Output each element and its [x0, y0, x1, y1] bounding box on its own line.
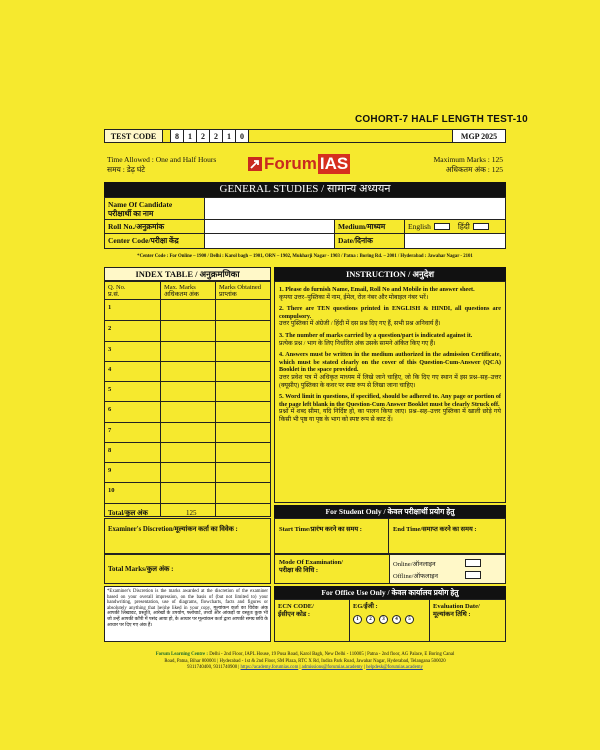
instruction-hi: उत्तर पुस्तिका में अंग्रेजी / हिंदी में दस प्रश्न दिए गए हैं, सभी प्रश्न अनिवार्य हैं।: [279, 320, 441, 328]
max-marks-header: Max. Marks: [164, 284, 196, 291]
center-code-label: Center Code/परीक्षा केंद्र: [105, 234, 205, 248]
discretion-note: *Examiner's Discretion is the marks awarded at the discretion of the examiner based on your overall impression, on the basis of (but not limited to) your handwriting, presentation, use of diagrams, flowcharts, facts and figures or absolutely anything that he/she liked in your copy. मूल्यांकन कर्ता का विवेक अंक आपकी लिखावट, प्रस्तुति, आरेखों के उपयोग, फ्लोचार्ट, तथ्यों और आंकड़ों या वस्तुतः कुछ भी जो उन्हें आपकी कॉपी में पसंद आया हो, के आधार पर मूल्यांकन कर्ता द्वारा आपकी समग्र छवि के आधार पर दिए गए अंक हैं।: [104, 586, 271, 642]
paper-title: GENERAL STUDIES / सामान्य अध्ययन: [104, 182, 506, 197]
time-allowed-hindi: समय : डेढ़ घंटे: [107, 165, 146, 174]
instruction-en: 4. Answers must be written in the medium authorized in the admission Certificate, which must be stated clearly on the cover of this Question-Cum-Answer (QCA) Booklet in the space provided.: [279, 351, 501, 374]
mode-label-hindi: परीक्षा की विधि :: [279, 567, 319, 574]
online-label: Online/ऑनलाइन: [393, 561, 436, 568]
arrow-logo-icon: [248, 157, 262, 171]
instruction-hi: उत्तर प्रवेश पत्र में अधिकृत माध्यम में लिखे जाने चाहिए, जो कि दिए गए स्थान में इस प्रश्न–सह–उत्तर (क्यूसीए) पुस्तिका के कवर पर स्पष्ट रूप से लिखा जाना चाहिए।: [279, 373, 501, 389]
candidate-name-label-hindi: परीक्षार्थी का नाम: [108, 208, 154, 218]
marks-obtained-header-hindi: प्राप्तांक: [219, 291, 237, 298]
eg-option[interactable]: 4: [392, 615, 401, 624]
index-table-title: INDEX TABLE / अनुक्रमणिका: [104, 267, 271, 281]
eg-option[interactable]: 3: [379, 615, 388, 624]
footer: Forum Learning Centre : Delhi - 2nd Floor, IAPL House, 19 Pusa Road, Karol Bagh, New Delhi - 110005 | Patna - 2nd floor, AG Palace, E Boring Canal Road, Patna, Bihar 800001 | Hyderabad - 1st & 2nd Floor, SM Plaza, RTC X Rd, Indira Park Road, Jawahar Nagar, Hyderabad, Telangana 500020 9311740400, 9311740900 | https://academy.forumias.com | admissions@forumias.academy | helpdesk@forumias.academy: [104, 652, 506, 672]
question-row: 6: [108, 406, 112, 413]
examiner-discretion: Examiner's Discretion/मूल्यांकन कर्ता का विवेक :: [104, 518, 271, 554]
start-time-field[interactable]: Start Time/प्रारंभ करने का समय :: [275, 519, 389, 553]
instructions: [274, 281, 506, 503]
student-only-banner: For Student Only / केवल परीक्षार्थी प्रयोग हेतु: [274, 505, 506, 518]
logo-forum: Forum: [264, 154, 317, 173]
ecn-code-label-hindi: ईसीएन कोड :: [278, 610, 311, 618]
time-fields: [274, 518, 506, 554]
question-row: 10: [108, 487, 115, 494]
instruction-en: 2. There are TEN questions printed in ENGLISH & HINDI, all questions are compulsory.: [279, 305, 501, 320]
exam-mode: [274, 554, 506, 584]
eg-option[interactable]: 1: [353, 615, 362, 624]
candidate-name-label: Name Of Candidate: [108, 199, 173, 209]
helpdesk-email-link[interactable]: helpdesk@forumias.academy: [366, 665, 423, 670]
question-row: 2: [108, 325, 112, 332]
academy-link[interactable]: https://academy.forumias.com: [240, 665, 299, 670]
offline-label: Offline/ऑफलाइन: [393, 573, 439, 580]
forumias-logo: [248, 154, 350, 174]
english-checkbox[interactable]: [434, 223, 450, 230]
english-label: English: [408, 222, 431, 231]
roll-no-field[interactable]: [205, 220, 335, 233]
admissions-email-link[interactable]: admissions@forumias.academy: [301, 665, 363, 670]
test-code-digit: 0: [236, 130, 249, 142]
eg-label: EG/ईजी :: [353, 603, 378, 610]
evaluation-date-label: Evaluation Date/: [433, 603, 480, 610]
ecn-code-label: ECN CODE/: [278, 603, 314, 610]
office-only-banner: For Office Use Only / केवल कार्यालय प्रयोग हेतु: [274, 586, 506, 599]
instruction-en: 5. Word limit in questions, if specified, should be adhered to. Any page or portion of the page left blank in the Question-Cum Answer Booklet must be clearly Struck off.: [279, 393, 501, 408]
hindi-label: हिंदी: [457, 221, 470, 231]
total-marks: Total Marks/कुल अंक :: [104, 554, 271, 584]
test-code-digit: 2: [197, 130, 210, 142]
paper-header: [104, 152, 506, 182]
instruction-hi: प्रत्येक प्रश्न / भाग के लिए निर्धारित अंक उसके सामने अंकित किए गए हैं।: [279, 339, 436, 347]
max-marks-header-hindi: अधिकतम अंक: [164, 291, 199, 298]
footer-phones: 9311740400, 9311740900 |: [187, 665, 240, 670]
logo-ias: IAS: [319, 154, 349, 173]
test-code-row: [104, 129, 506, 143]
question-row: 1: [108, 304, 112, 311]
question-row: 3: [108, 346, 112, 353]
test-code-label: TEST CODE: [105, 130, 163, 142]
instruction-en: 3. The number of marks carried by a question/part is indicated against it.: [279, 331, 473, 339]
instruction-en: 1. Please do furnish Name, Email, Roll No and Mobile in the answer sheet.: [279, 286, 475, 293]
marks-obtained-header: Marks Obtained: [219, 284, 262, 291]
qno-header: Q. No.: [108, 284, 126, 291]
qno-header-hindi: प्र.सं.: [108, 291, 120, 298]
instruction-title: INSTRUCTION / अनुदेश: [274, 267, 506, 281]
instruction-hi: प्रश्नों में शब्द सीमा, यदि निर्दिष्ट हो, का पालन किया जाए। प्रश्न–सह–उत्तर पुस्तिका में खाली छोड़े गये किसी भी पृष्ठ या पृष्ठ के भाग को स्पष्ट रूप से काट दें।: [279, 408, 501, 423]
center-codes-note: *Center Code : For Online – 1900 / Delhi : Karol bagh – 1901, ORN – 1902, Mukharji Nagar - 1903 / Patna : Boring Rd. – 2001 / Hyderabad : Jawahar Nagar - 2101: [137, 254, 473, 259]
medium-label: Medium/माध्यम: [335, 220, 405, 233]
evaluation-date-label-hindi: मूल्यांकन तिथि :: [433, 610, 471, 618]
date-label: Date/दिनांक: [335, 234, 405, 248]
eg-option[interactable]: 2: [366, 615, 375, 624]
centres-label: Forum Learning Centre :: [155, 652, 208, 657]
end-time-field[interactable]: End Time/समाप्त करने का समय :: [393, 526, 477, 533]
test-code-digit: 1: [184, 130, 197, 142]
question-row: 9: [108, 467, 112, 474]
test-code-digit: 2: [210, 130, 223, 142]
test-code-digit: 1: [223, 130, 236, 142]
total-label: Total/कुल अंक: [108, 509, 148, 517]
date-field[interactable]: [405, 234, 505, 248]
question-row: 7: [108, 427, 112, 434]
question-row: 5: [108, 386, 112, 393]
center-code-field[interactable]: [205, 234, 335, 248]
footer-address-2: Road, Patna, Bihar 800001 | Hyderabad - 1st & 2nd Floor, SM Plaza, RTC X Rd, Indira Park Road, Jawahar Nagar, Hyderabad, Telangana 500020: [164, 658, 446, 664]
office-fields: [274, 599, 506, 642]
test-title: COHORT-7 HALF LENGTH TEST-10: [355, 114, 528, 125]
hindi-checkbox[interactable]: [473, 223, 489, 230]
mode-label: Mode Of Examination/: [279, 559, 343, 566]
index-table: [104, 281, 271, 517]
time-allowed: Time Allowed : One and Half Hours: [107, 155, 217, 164]
offline-checkbox[interactable]: [465, 571, 481, 579]
total-value: 125: [186, 509, 197, 517]
test-code-digit: 8: [171, 130, 184, 142]
candidate-name-field[interactable]: [205, 198, 505, 219]
series-code: MGP 2025: [453, 130, 505, 142]
roll-no-label: Roll No./अनुक्रमांक: [105, 220, 205, 233]
max-marks: Maximum Marks : 125: [433, 155, 503, 164]
footer-address-1: Delhi - 2nd Floor, IAPL House, 19 Pusa Road, Karol Bagh, New Delhi - 110005 | Patna - 2nd floor, AG Palace, E Boring Canal: [209, 652, 455, 657]
instruction-hi: कृपया उत्तर–पुस्तिका में नाम, ईमेल, रोल नंबर और मोबाइल नंबर भरें।: [279, 293, 429, 301]
eg-option[interactable]: 5: [405, 615, 414, 624]
question-row: 4: [108, 366, 112, 373]
candidate-details: [104, 197, 506, 249]
online-checkbox[interactable]: [465, 559, 481, 567]
question-row: 8: [108, 447, 112, 454]
max-marks-hindi: अधिकतम अंक : 125: [445, 165, 503, 174]
